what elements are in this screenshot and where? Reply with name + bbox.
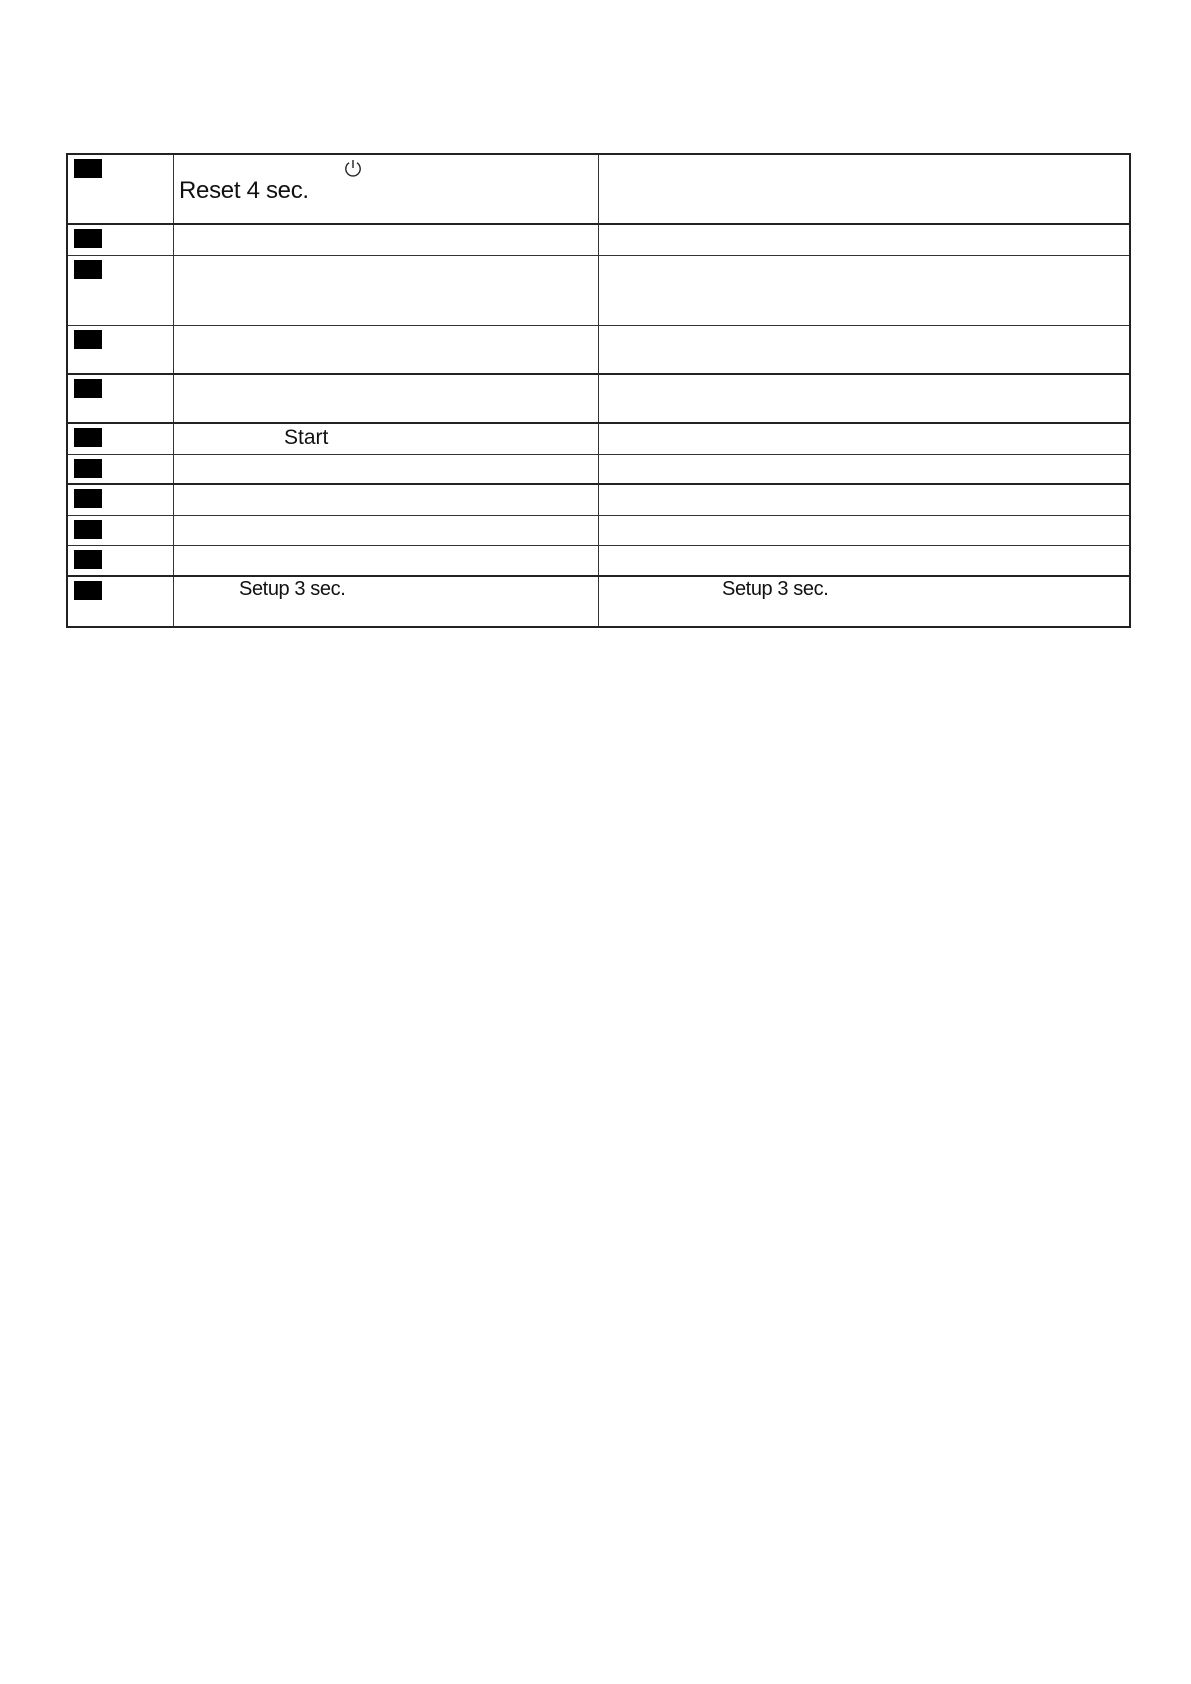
table-row [67,545,1130,576]
row-action-cell [174,154,599,224]
row-result-cell [599,224,1131,255]
row-action-cell [174,325,599,374]
row-result-cell [599,154,1131,224]
step-marker [74,330,102,349]
row-marker-cell [67,484,174,515]
power-icon [343,158,363,178]
row-result-cell [599,255,1131,325]
row-action-cell [174,454,599,484]
row-marker-cell [67,374,174,423]
row-marker-cell [67,224,174,255]
row-action-cell [174,576,599,627]
row-action-cell [174,545,599,576]
step-marker [74,550,102,569]
table-row [67,325,1130,374]
row-result-cell [599,325,1131,374]
row-action-cell [174,224,599,255]
step-marker [74,489,102,508]
table-row [67,515,1130,545]
setup-label-right: Setup 3 sec. [722,578,829,600]
table-row [67,255,1130,325]
row-action-cell [174,255,599,325]
step-marker [74,379,102,398]
row-result-cell [599,515,1131,545]
table-row [67,423,1130,454]
step-marker [74,459,102,478]
row-marker-cell [67,545,174,576]
row-result-cell [599,576,1131,627]
row-action-cell [174,515,599,545]
row-result-cell [599,374,1131,423]
step-marker [74,229,102,248]
table-row [67,154,1130,224]
row-result-cell [599,545,1131,576]
instruction-table [66,153,1131,628]
table-row [67,576,1130,627]
step-marker [74,581,102,600]
row-result-cell [599,423,1131,454]
row-marker-cell [67,515,174,545]
row-marker-cell [67,154,174,224]
row-marker-cell [67,576,174,627]
table-row [67,374,1130,423]
setup-label-left: Setup 3 sec. [239,578,346,600]
row-action-cell [174,374,599,423]
table-row [67,484,1130,515]
row-marker-cell [67,454,174,484]
row-marker-cell [67,423,174,454]
row-result-cell [599,454,1131,484]
step-marker [74,159,102,178]
start-label: Start [284,426,329,449]
row-marker-cell [67,325,174,374]
row-action-cell [174,484,599,515]
row-action-cell [174,423,599,454]
row-result-cell [599,484,1131,515]
step-marker [74,520,102,539]
row-marker-cell [67,255,174,325]
table-row [67,224,1130,255]
step-marker [74,428,102,447]
table-row [67,454,1130,484]
reset-label: Reset 4 sec. [179,177,309,204]
step-marker [74,260,102,279]
